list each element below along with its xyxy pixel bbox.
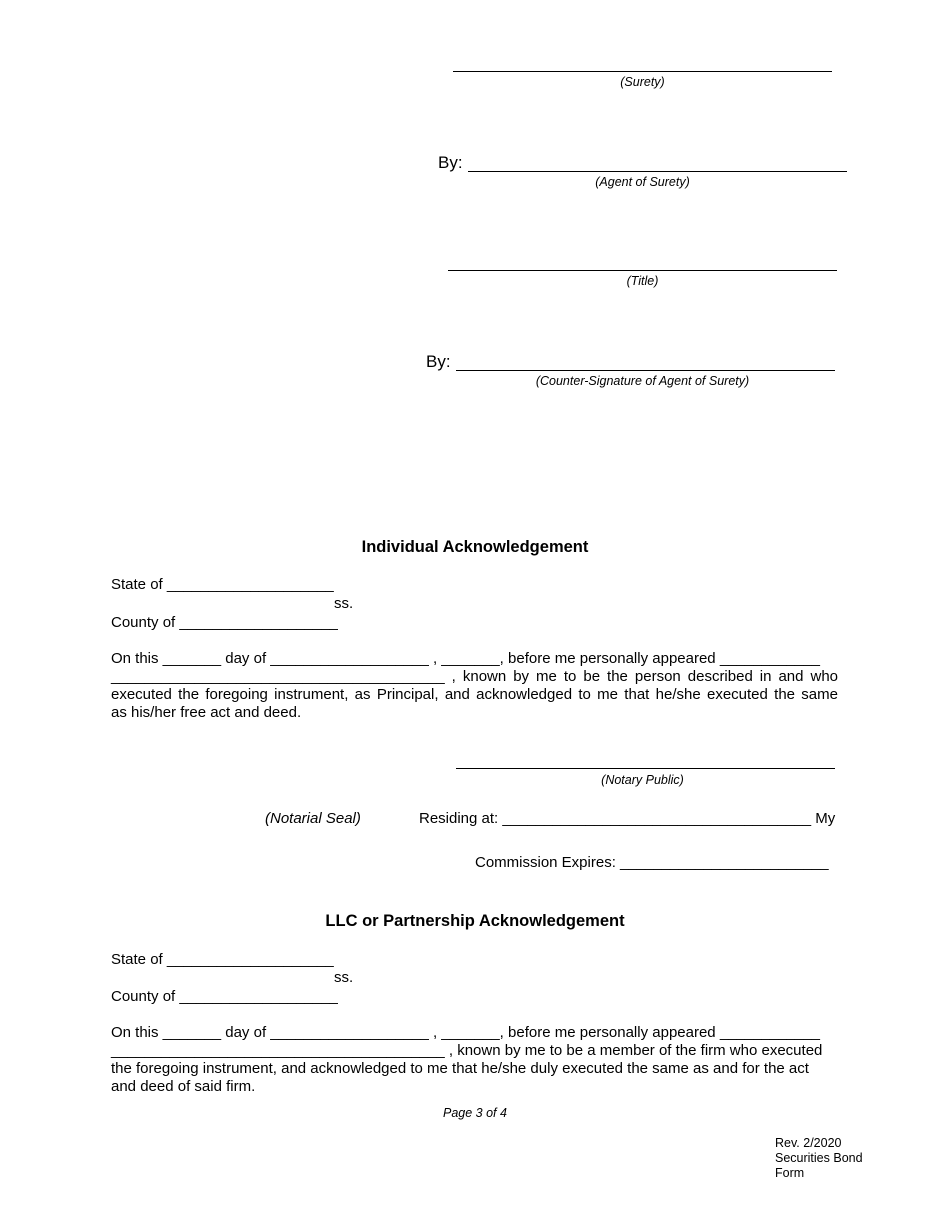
individual-county-field[interactable]: County of ___________________ <box>111 614 338 631</box>
countersig-caption: (Counter-Signature of Agent of Surety) <box>535 374 750 388</box>
notarial-seal-label: (Notarial Seal) <box>265 810 361 827</box>
notary-caption: (Notary Public) <box>601 773 684 787</box>
llc-ss: ss. <box>334 969 354 986</box>
revision-line: Rev. 2/2020 <box>775 1136 842 1150</box>
title-caption: (Title) <box>626 274 659 288</box>
individual-para-line: as his/her free act and deed. <box>111 704 302 721</box>
page-number: Page 3 of 4 <box>443 1106 507 1120</box>
llc-heading: LLC or Partnership Acknowledgement <box>325 912 625 930</box>
agent-caption: (Agent of Surety) <box>595 175 690 189</box>
individual-ss: ss. <box>334 595 354 612</box>
agent-by-label: By: <box>438 153 463 172</box>
revision-block <box>775 1136 863 1181</box>
llc-para-line: and deed of said firm. <box>111 1078 256 1095</box>
countersig-signature-line[interactable] <box>456 370 835 371</box>
llc-state-field[interactable]: State of ____________________ <box>111 951 334 968</box>
notary-signature-line[interactable] <box>456 768 835 769</box>
llc-para-line: the foregoing instrument, and acknowledged to me that he/she duly executed the same as and for the act <box>111 1060 809 1077</box>
individual-heading: Individual Acknowledgement <box>361 538 589 556</box>
individual-paragraph <box>111 650 838 722</box>
individual-para-line: On this _______ day of ___________________ , _______, before me personally appeared ____________ <box>111 650 820 667</box>
individual-state-field[interactable]: State of ____________________ <box>111 576 334 593</box>
llc-para-line: ________________________________________ , known by me to be a member of the firm who executed <box>111 1042 823 1059</box>
surety-caption: (Surety) <box>620 75 665 89</box>
llc-county-field[interactable]: County of ___________________ <box>111 988 338 1005</box>
llc-para-line: On this _______ day of ___________________ , _______, before me personally appeared ____________ <box>111 1024 820 1041</box>
surety-signature-line[interactable] <box>453 71 832 72</box>
residing-at-field[interactable]: Residing at: _____________________________________ My <box>419 810 836 827</box>
agent-signature-line[interactable] <box>468 171 847 172</box>
individual-para-line: executed the foregoing instrument, as Principal, and acknowledged to me that he/she executed the same <box>111 686 838 703</box>
revision-line: Form <box>775 1166 805 1180</box>
revision-line: Securities Bond <box>775 1151 863 1165</box>
llc-paragraph <box>111 1024 838 1096</box>
countersig-by-label: By: <box>426 352 451 371</box>
individual-para-line: ________________________________________ , known by me to be the person described in and who <box>111 668 838 685</box>
commission-expires-field[interactable]: Commission Expires: _________________________ <box>475 854 829 871</box>
title-signature-line[interactable] <box>448 270 837 271</box>
